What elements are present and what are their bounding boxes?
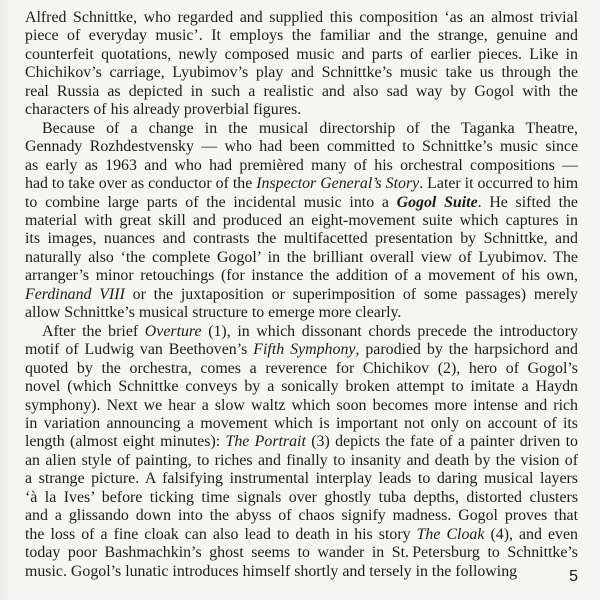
text-run: (3) depicts the fate of a painter driven to <box>305 433 579 451</box>
text-run: Alfred Schnittke, who regarded and supplied this composition ‘as an almost trivial <box>25 9 578 26</box>
text-run: allow Schnittke’s musical structure to emerge more clearly. <box>25 304 402 322</box>
text-line <box>25 452 578 470</box>
paragraph <box>25 120 578 323</box>
text-line <box>25 397 578 415</box>
text-line <box>25 470 578 488</box>
text-line <box>25 9 578 27</box>
text-run: to combine large parts of the incidental music into a <box>25 193 397 211</box>
text-line <box>25 526 578 544</box>
body-text <box>25 9 578 581</box>
text-line <box>25 360 578 378</box>
italic-title: The Portrait <box>225 433 306 451</box>
text-run: the loss of a fine cloak can also lead to death in his story <box>25 525 417 543</box>
text-run: real Russia as depicted in such a realistic and also sad way by Gogol with the <box>25 82 578 100</box>
italic-title: The Cloak <box>416 525 485 543</box>
text-line <box>25 267 578 285</box>
text-run: novel (which Schnittke conveys by a sonically broken attempt to imitate a Haydn <box>25 378 578 396</box>
text-run: had to take over as conductor of the <box>25 175 257 193</box>
text-line <box>25 249 578 267</box>
text-run: arranger’s minor retouchings (for instance the addition of a movement of his own, <box>25 267 578 285</box>
text-line <box>25 544 578 562</box>
text-run: as early as 1963 and who had premièred many of his orchestral compositions — <box>25 156 578 174</box>
text-line <box>25 101 578 119</box>
text-line <box>25 507 578 525</box>
text-line <box>25 194 578 212</box>
italic-title: Overture <box>144 322 202 340</box>
text-line <box>25 433 578 451</box>
text-line <box>25 563 578 581</box>
text-run: quoted by the orchestra, comes a reverence for Chichikov (2), hero of Gogol’s <box>25 359 578 377</box>
text-run: material with great skill and produced an eight-movement suite which captures in <box>25 211 578 229</box>
text-line <box>25 138 578 156</box>
bold-italic-title: Gogol Suite <box>396 193 478 211</box>
italic-title: Ferdinand VIII <box>25 285 125 303</box>
text-line <box>25 64 578 82</box>
text-run: After the brief <box>42 322 145 340</box>
paragraph <box>25 9 578 120</box>
text-run: . Later it occurred to him <box>419 175 579 193</box>
text-run: characters of his already proverbial figures. <box>25 101 302 119</box>
text-run: . He sifted the <box>477 193 578 211</box>
text-run: naturally also ‘the complete Gogol’ in the brilliant overall view of Lyubimov. The <box>25 248 578 266</box>
text-run: piece of everyday music’. It employs the familiar and the strange, genuine and <box>25 27 578 45</box>
text-run: Gennady Rozhdestvensky — who had been committed to Schnittke’s music since <box>25 138 578 156</box>
text-run: counterfeit quotations, newly composed music and parts of earlier pieces. Like in <box>25 45 578 63</box>
text-line <box>25 175 578 193</box>
italic-title: Inspector General’s Story <box>256 175 420 193</box>
text-line <box>25 378 578 396</box>
text-line <box>25 212 578 230</box>
text-run: length (almost eight minutes): <box>25 433 226 451</box>
text-line <box>25 286 578 304</box>
text-run: or the juxtaposition or superimposition of some passages) merely <box>124 285 578 303</box>
text-line <box>25 304 578 322</box>
text-line <box>25 230 578 248</box>
text-run: its images, nuances and contrasts the multifacetted presentation by Schnittke, and <box>25 230 578 248</box>
text-line <box>25 489 578 507</box>
text-run: a strange picture. A falsifying instrumental interplay leads to daring musical layers <box>25 470 578 488</box>
text-run: and a glissando down into the abyss of chaos signify madness. Gogol proves that <box>25 507 578 525</box>
text-line <box>25 341 578 359</box>
text-run: today poor Bashmachkin’s ghost seems to wander in St. Petersburg to Schnittke’s <box>25 544 578 562</box>
text-run: symphony). Next we hear a slow waltz which soon becomes more intense and rich <box>25 396 578 414</box>
text-run: Chichikov’s carriage, Lyubimov’s play and Schnittke’s music take us through the <box>25 64 578 82</box>
text-line <box>25 27 578 45</box>
text-run: an alien style of painting, to riches and finally to insanity and death by the vision of <box>25 451 578 469</box>
text-run: motif of Ludwig van Beethoven’s <box>25 341 254 359</box>
text-run: ‘à la Ives’ before ticking time signals over ghostly tuba depths, distorted clusters <box>25 488 578 506</box>
paragraph <box>25 323 578 581</box>
text-run: Because of a change in the musical directorship of the Taganka Theatre, <box>42 119 578 137</box>
text-line <box>25 323 578 341</box>
text-run: music. Gogol’s lunatic introduces himself shortly and tersely in the following <box>25 562 518 580</box>
text-run: (4), and even <box>484 525 578 543</box>
text-line <box>25 83 578 101</box>
text-run: (1), in which dissonant chords precede the introductory <box>201 322 578 340</box>
page-number: 5 <box>569 568 578 585</box>
text-line <box>25 120 578 138</box>
text-line <box>25 46 578 64</box>
text-run: in variation announcing a movement which is important not only on account of its <box>25 414 578 432</box>
italic-title: Fifth Symphony <box>253 341 356 359</box>
text-line <box>25 415 578 433</box>
text-run: , parodied by the harpsichord and <box>355 341 578 359</box>
text-line <box>25 157 578 175</box>
